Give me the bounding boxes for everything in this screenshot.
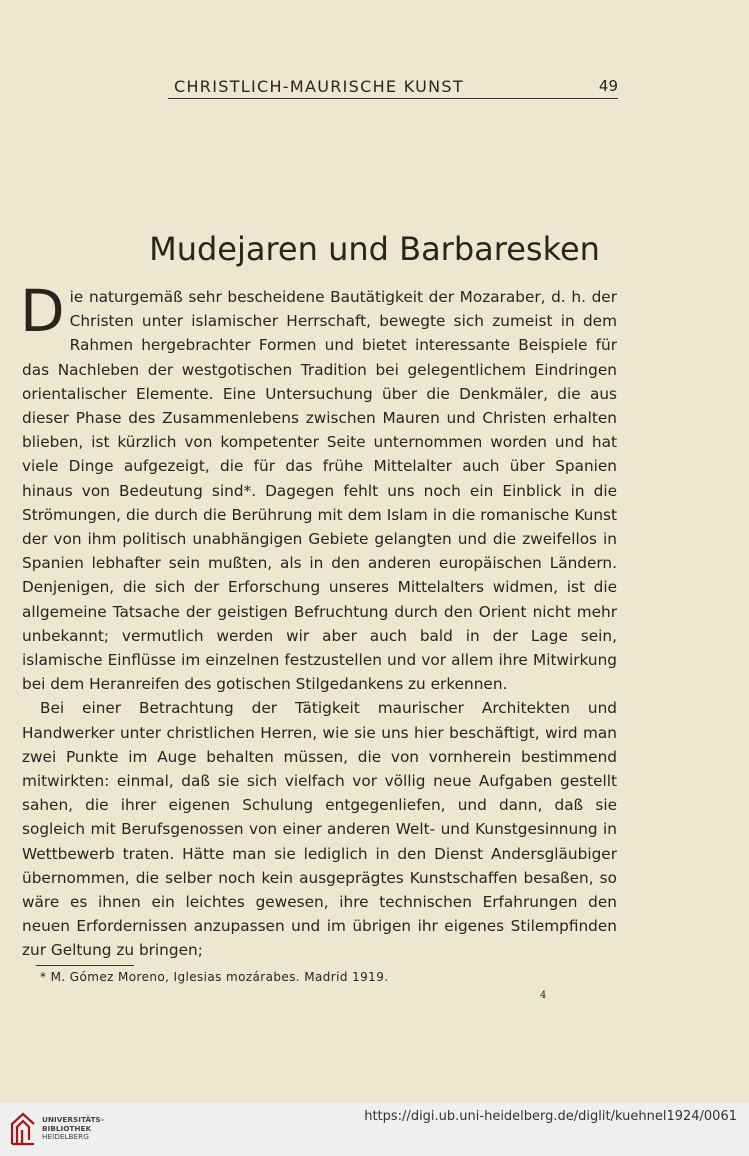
paragraph-1 [20, 277, 617, 696]
library-name-line-1: UNIVERSITÄTS- [42, 1115, 104, 1124]
page-number: 49 [598, 77, 618, 95]
sheet-signature: 4 [540, 990, 547, 1001]
university-library-logo-icon[interactable] [8, 1110, 38, 1148]
library-name-line-2: BIBLIOTHEK [42, 1123, 92, 1133]
paragraph-1-text: ie naturgemäß sehr bescheidene Bautätigkeit der Mozaraber, d. h. der Christen unter islamischer Herrschaft, bewegte sich zumeist in dem Rahmen hergebrachter Formen und bietet interessante Beispiele für das Nachleben der westgotischen Tradition bei gelegentlichem Eindringen orientalischer Elemente. Eine Untersuchung über die Denkmäler, die aus dieser Phase des Zusammenlebens zwischen Mauren und Christen erhalten blieben, ist kürzlich von kompetenter Seite unternommen worden und hat viele Dinge aufgezeigt, die für das frühe Mittelalter auch über Spanien hinaus von Bedeutung sind*. Dagegen fehlt uns noch ein Einblick in die Strömungen, die durch die Berührung mit dem Islam in die romanische Kunst der von ihm politisch unabhängigen Gebiete gelangten und die zweifellos in Spanien lebhafter sein mußten, als in den anderen europäischen Ländern. Denjenigen, die sich der Erforschung unseres Mittelalters widmen, ist die allgemeine Tatsache der geistigen Befruchtung durch den Orient nicht mehr unbekannt; vermutlich werden wir aber auch bald in der Lage sein, islamische Einflüsse im einzelnen festzustellen und vor allem ihre Mitwirkung bei dem Heranreifen des gotischen Stilgedankens zu erkennen. [22, 288, 617, 694]
footnote-rule [36, 965, 134, 966]
running-title: CHRISTLICH-MAURISCHE KUNST [174, 77, 464, 96]
running-head [168, 76, 618, 99]
drop-cap: D [20, 277, 65, 345]
chapter-title: Mudejaren und Barbaresken [149, 230, 600, 268]
paragraph-2: Bei einer Betrachtung der Tätigkeit maurischer Architekten und Handwerker unter christlichen Herren, wie sie uns hier beschäftigt, wird man zwei Punkte im Auge behalten müssen, die von vornherein bestimmend mitwirkten: einmal, daß sie sich vielfach vor völlig neue Aufgaben gestellt sahen, die ihrer eigenen Schulung entgegenliefen, und dann, daß sie sogleich mit Berufsgenossen von einer anderen Welt- und Kunstgesinnung in Wettbewerb traten. Hätte man sie lediglich in den Dienst Andersgläubiger übernommen, die selber noch kein ausgeprägtes Kunstschaffen besaßen, so wäre es ihnen ein leichtes gewesen, ihre technischen Erfahrungen den neuen Erfordernissen anzupassen und im übrigen ihr eigenes Stilempfinden zur Geltung zu bringen; [22, 699, 617, 960]
permalink-url[interactable]: https://digi.ub.uni-heidelberg.de/diglit/kuehnel1924/0061 [364, 1109, 737, 1124]
body-text [20, 277, 617, 963]
footnote: * M. Gómez Moreno, Iglesias mozárabes. Madrid 1919. [40, 970, 389, 984]
library-name [42, 1116, 104, 1142]
library-name-line-3: HEIDELBERG [42, 1132, 89, 1141]
viewer-footer [0, 1103, 749, 1156]
